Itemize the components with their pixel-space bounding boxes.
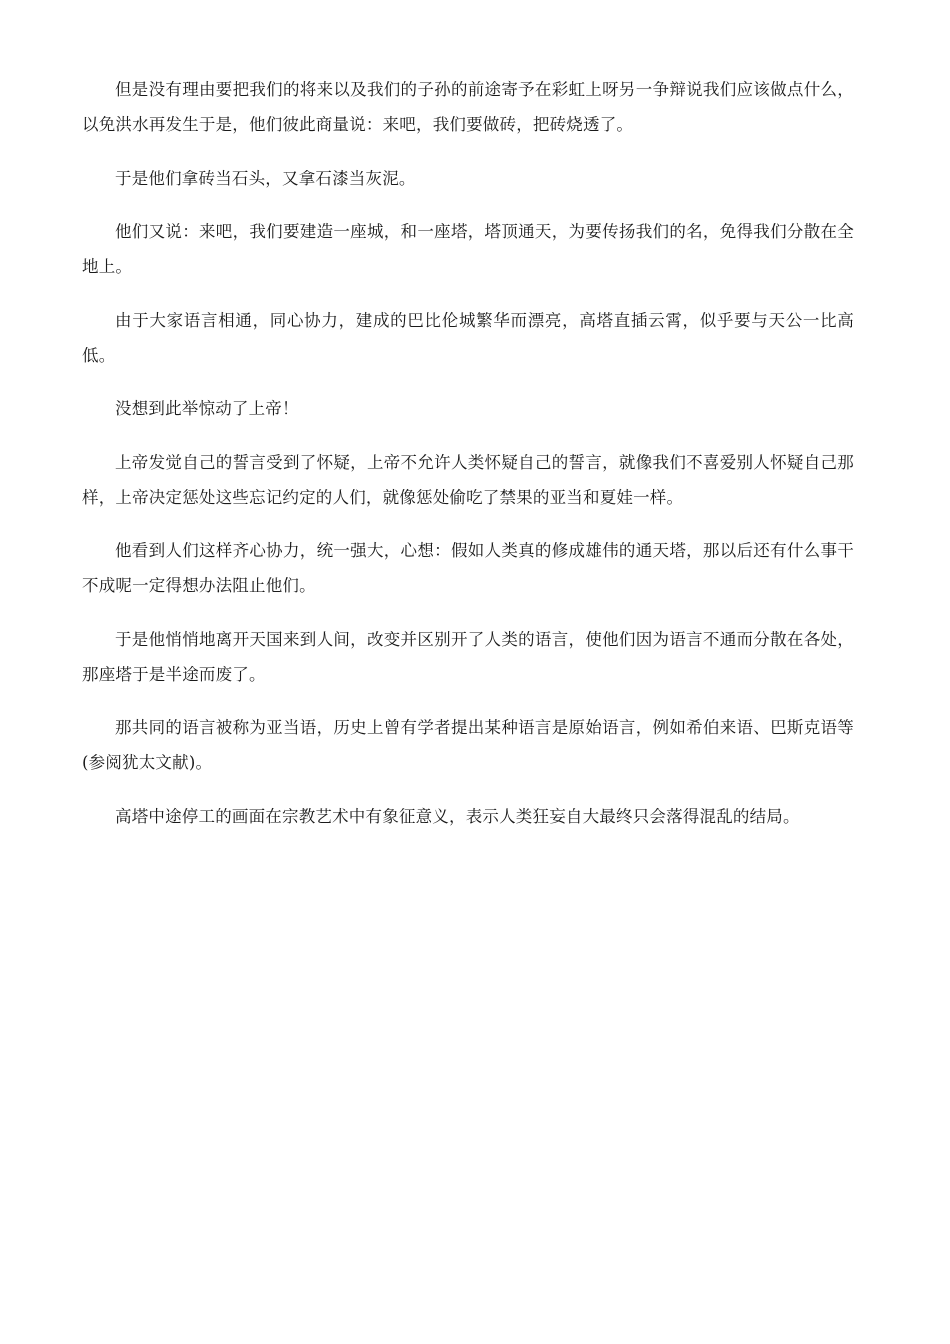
paragraph-3: 他们又说：来吧，我们要建造一座城，和一座塔，塔顶通天，为要传扬我们的名，免得我们分散在全地上。 — [82, 222, 854, 276]
document-page — [82, 72, 854, 852]
paragraph-2: 于是他们拿砖当石头，又拿石漆当灰泥。 — [115, 168, 416, 188]
paragraph-6: 上帝发觉自己的誓言受到了怀疑，上帝不允许人类怀疑自己的誓言，就像我们不喜爱别人怀疑自己那样，上帝决定惩处这些忘记约定的人们，就像惩处偷吃了禁果的亚当和夏娃一样。 — [82, 452, 854, 507]
paragraph-10: 高塔中途停工的画面在宗教艺术中有象征意义，表示人类狂妄自大最终只会落得混乱的结局。 — [115, 806, 800, 826]
paragraph-1: 但是没有理由要把我们的将来以及我们的子孙的前途寄予在彩虹上呀另一争辩说我们应该做点什么，以免洪水再发生于是，他们彼此商量说：来吧，我们要做砖，把砖烧透了。 — [82, 80, 854, 134]
paragraph-5: 没想到此举惊动了上帝！ — [115, 399, 299, 418]
paragraph-8: 于是他悄悄地离开天国来到人间，改变并区别开了人类的语言，使他们因为语言不通而分散在各处，那座塔于是半途而废了。 — [82, 629, 854, 684]
paragraph-9: 那共同的语言被称为亚当语，历史上曾有学者提出某种语言是原始语言，例如希伯来语、巴斯克语等(参阅犹太文献)。 — [82, 718, 854, 772]
paragraph-7: 他看到人们这样齐心协力，统一强大，心想：假如人类真的修成雄伟的通天塔，那以后还有什么事干不成呢一定得想办法阻止他们。 — [82, 541, 854, 595]
paragraph-4: 由于大家语言相通，同心协力，建成的巴比伦城繁华而漂亮，高塔直插云霄，似乎要与天公一比高低。 — [82, 310, 854, 365]
